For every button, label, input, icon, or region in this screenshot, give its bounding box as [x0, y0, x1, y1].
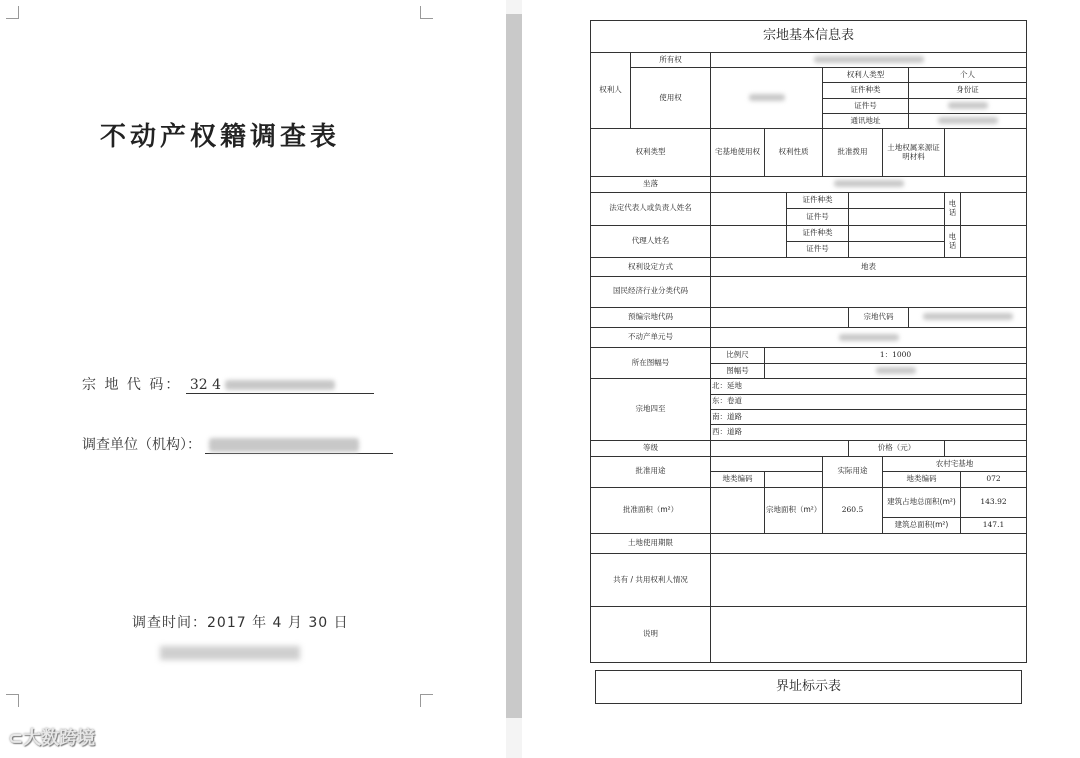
industry-code-value: [711, 276, 1027, 307]
crop-mark: [420, 6, 433, 19]
watermark: ⊂大数跨境: [8, 728, 96, 749]
actual-land-class-label: 地类编码: [883, 472, 961, 487]
sheet-no-value: [765, 363, 1027, 378]
map-sheet-label: 所在图幅号: [591, 348, 711, 379]
right-nature-value: 批准拨用: [823, 129, 883, 176]
right-holder-type-label: 权利人类型: [823, 68, 909, 83]
co-owner-label: 共有 / 共用权利人情况: [591, 554, 711, 607]
building-footprint-value: 143.92: [961, 487, 1027, 518]
agent-value: [711, 225, 787, 258]
cert-type-value: 身份证: [909, 83, 1027, 98]
scale-label: 比例尺: [711, 348, 765, 363]
survey-unit-label: 调查单位（机构）：: [82, 437, 201, 453]
location-label: 坐落: [591, 176, 711, 192]
price-label: 价格（元）: [849, 440, 945, 456]
crop-mark: [6, 6, 19, 19]
crop-mark: [420, 694, 433, 707]
price-value: [945, 440, 1027, 456]
approved-land-class-label: 地类编码: [711, 472, 765, 487]
parcel-code-label-cell: 宗地代码: [849, 307, 909, 327]
table-title: 宗地基本信息表: [591, 21, 1027, 53]
parcel-code-value: 32 4: [189, 377, 221, 393]
survey-unit-field: [205, 437, 393, 454]
use-right-holder-name: [711, 68, 823, 129]
cert-no-label: 证件号: [823, 98, 909, 113]
redacted-blur: [160, 646, 300, 660]
agent-cert-no-value: [849, 242, 945, 258]
parcel-code-field: [186, 377, 374, 394]
land-term-label: 土地使用期限: [591, 533, 711, 553]
actual-use-label: 实际用途: [823, 456, 883, 487]
approved-area-label: 批准面积（m²）: [591, 487, 711, 533]
right-holder-label: 权利人: [591, 52, 631, 129]
approved-area-value: [711, 487, 765, 533]
grade-value: [711, 440, 849, 456]
cover-title: 不动产权籍调查表: [100, 122, 341, 152]
pre-code-value: [711, 307, 849, 327]
redacted-blur: [209, 438, 359, 452]
setup-method-label: 权利设定方式: [591, 258, 711, 276]
page-gutter: [506, 14, 522, 718]
boundary-west: 西：道路: [711, 425, 1027, 440]
agent-label: 代理人姓名: [591, 225, 711, 258]
grade-label: 等级: [591, 440, 711, 456]
crop-mark: [6, 694, 19, 707]
ownership-label: 所有权: [631, 52, 711, 67]
agent-phone-value: [961, 225, 1027, 258]
unit-no-label: 不动产单元号: [591, 328, 711, 348]
survey-time: 调查时间：2017 年 4 月 30 日: [132, 615, 349, 631]
agent-cert-type-value: [849, 225, 945, 241]
parcel-code-value-cell: [909, 307, 1027, 327]
land-source-label: 土地权属来源证明材料: [883, 129, 945, 176]
address-label: 通讯地址: [823, 114, 909, 129]
legal-rep-phone-label: 电话: [945, 192, 961, 225]
legal-rep-value: [711, 192, 787, 225]
legal-rep-cert-type-label: 证件种类: [787, 192, 849, 208]
right-holder-type-value: 个人: [909, 68, 1027, 83]
address-value: [909, 114, 1027, 129]
scale-value: 1：1000: [765, 348, 1027, 363]
parcel-code-line: [82, 374, 374, 394]
building-total-value: 147.1: [961, 518, 1027, 533]
agent-cert-no-label: 证件号: [787, 242, 849, 258]
cert-type-label: 证件种类: [823, 83, 909, 98]
agent-cert-type-label: 证件种类: [787, 225, 849, 241]
land-term-value: [711, 533, 1027, 553]
notes-label: 说明: [591, 607, 711, 663]
survey-unit-line: [82, 434, 393, 454]
approved-use-label: 批准用途: [591, 456, 711, 487]
legal-rep-cert-no-value: [849, 209, 945, 225]
right-type-label: 权利类型: [591, 129, 711, 176]
watermark-text: 大数跨境: [23, 728, 96, 749]
parcel-area-label: 宗地面积（m²）: [765, 487, 823, 533]
pre-code-label: 预编宗地代码: [591, 307, 711, 327]
boundary-east: 东：卷道: [711, 394, 1027, 409]
redacted-blur: [225, 380, 335, 390]
co-owner-value: [711, 554, 1027, 607]
unit-no-value: [711, 328, 1027, 348]
legal-rep-label: 法定代表人或负责人姓名: [591, 192, 711, 225]
legal-rep-cert-no-label: 证件号: [787, 209, 849, 225]
boundary-north: 北：延地: [711, 379, 1027, 394]
actual-land-class-value: 072: [961, 472, 1027, 487]
building-footprint-label: 建筑占地总面积(m²): [883, 487, 961, 518]
right-type-value: 宅基地使用权: [711, 129, 765, 176]
industry-code-label: 国民经济行业分类代码: [591, 276, 711, 307]
parcel-code-label: 宗 地 代 码：: [82, 377, 182, 393]
sheet-no-label: 图幅号: [711, 363, 765, 378]
setup-method-value: 地表: [711, 258, 1027, 276]
notes-value: [711, 607, 1027, 663]
boundary-table-title: 界址标示表: [595, 670, 1022, 704]
building-total-label: 建筑总面积(m²): [883, 518, 961, 533]
boundary-label: 宗地四至: [591, 379, 711, 440]
approved-land-class-value: [765, 472, 823, 487]
legal-rep-phone-value: [961, 192, 1027, 225]
actual-use-value: 农村宅基地: [883, 456, 1027, 471]
legal-rep-cert-type-value: [849, 192, 945, 208]
boundary-south: 南：道路: [711, 409, 1027, 424]
cert-no-value: [909, 98, 1027, 113]
use-right-label: 使用权: [631, 68, 711, 129]
agent-phone-label: 电话: [945, 225, 961, 258]
left-page: [0, 0, 506, 758]
right-nature-label: 权利性质: [765, 129, 823, 176]
parcel-info-table: [590, 20, 1027, 663]
approved-use-value: [711, 456, 823, 471]
location-value: [711, 176, 1027, 192]
ownership-value: [711, 52, 1027, 67]
land-source-value: [945, 129, 1027, 176]
parcel-area-value: 260.5: [823, 487, 883, 533]
